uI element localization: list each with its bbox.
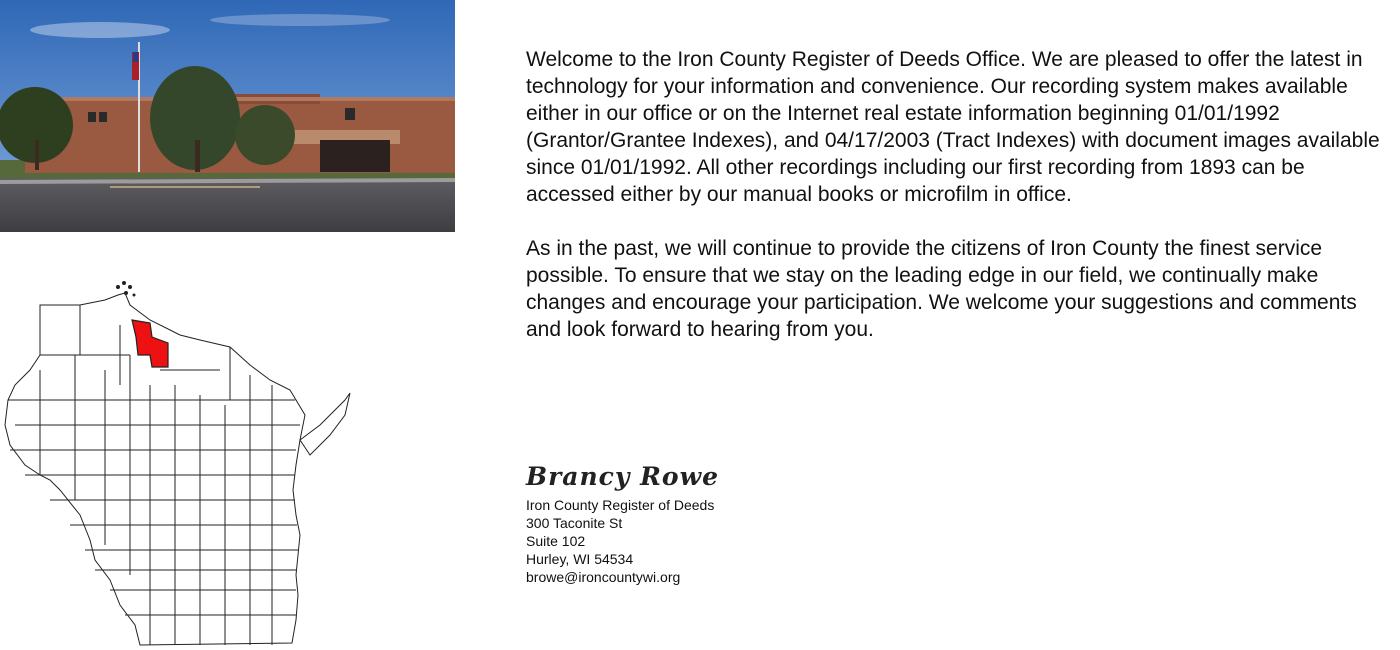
office-name: Iron County Register of Deeds (526, 497, 715, 513)
suite: Suite 102 (526, 533, 586, 549)
city-state-zip: Hurley, WI 54534 (526, 551, 634, 567)
email-link[interactable]: browe@ironcountywi.org (526, 569, 681, 585)
street-address: 300 Taconite St (526, 515, 623, 531)
intro-paragraph-1: Welcome to the Iron County Register of Deeds Office. We are pleased to offer the latest in technology for your information and convenience. Our recording system makes available either in our office or on the Internet real estate information beginning 01/01/1992 (Grantor/Grantee Indexes), and 04/17/2003 (Tract Indexes) with document images available since 01/01/1992. All other recordings including our first recording from 1893 can be accessed either by our manual books or microfilm in office. (526, 48, 1380, 206)
contact-block (526, 496, 714, 586)
apostle-islands (116, 281, 136, 297)
intro-text (526, 46, 1386, 370)
building-photo (0, 0, 455, 232)
wisconsin-county-map (0, 275, 356, 647)
intro-paragraph-2: As in the past, we will continue to provide the citizens of Iron County the finest service possible. To ensure that we stay on the leading edge in our field, we continually make changes and encourage your participation. We welcome your suggestions and comments and look forward to hearing from you. (526, 237, 1357, 341)
signature: Brancy Rowe (526, 462, 720, 491)
